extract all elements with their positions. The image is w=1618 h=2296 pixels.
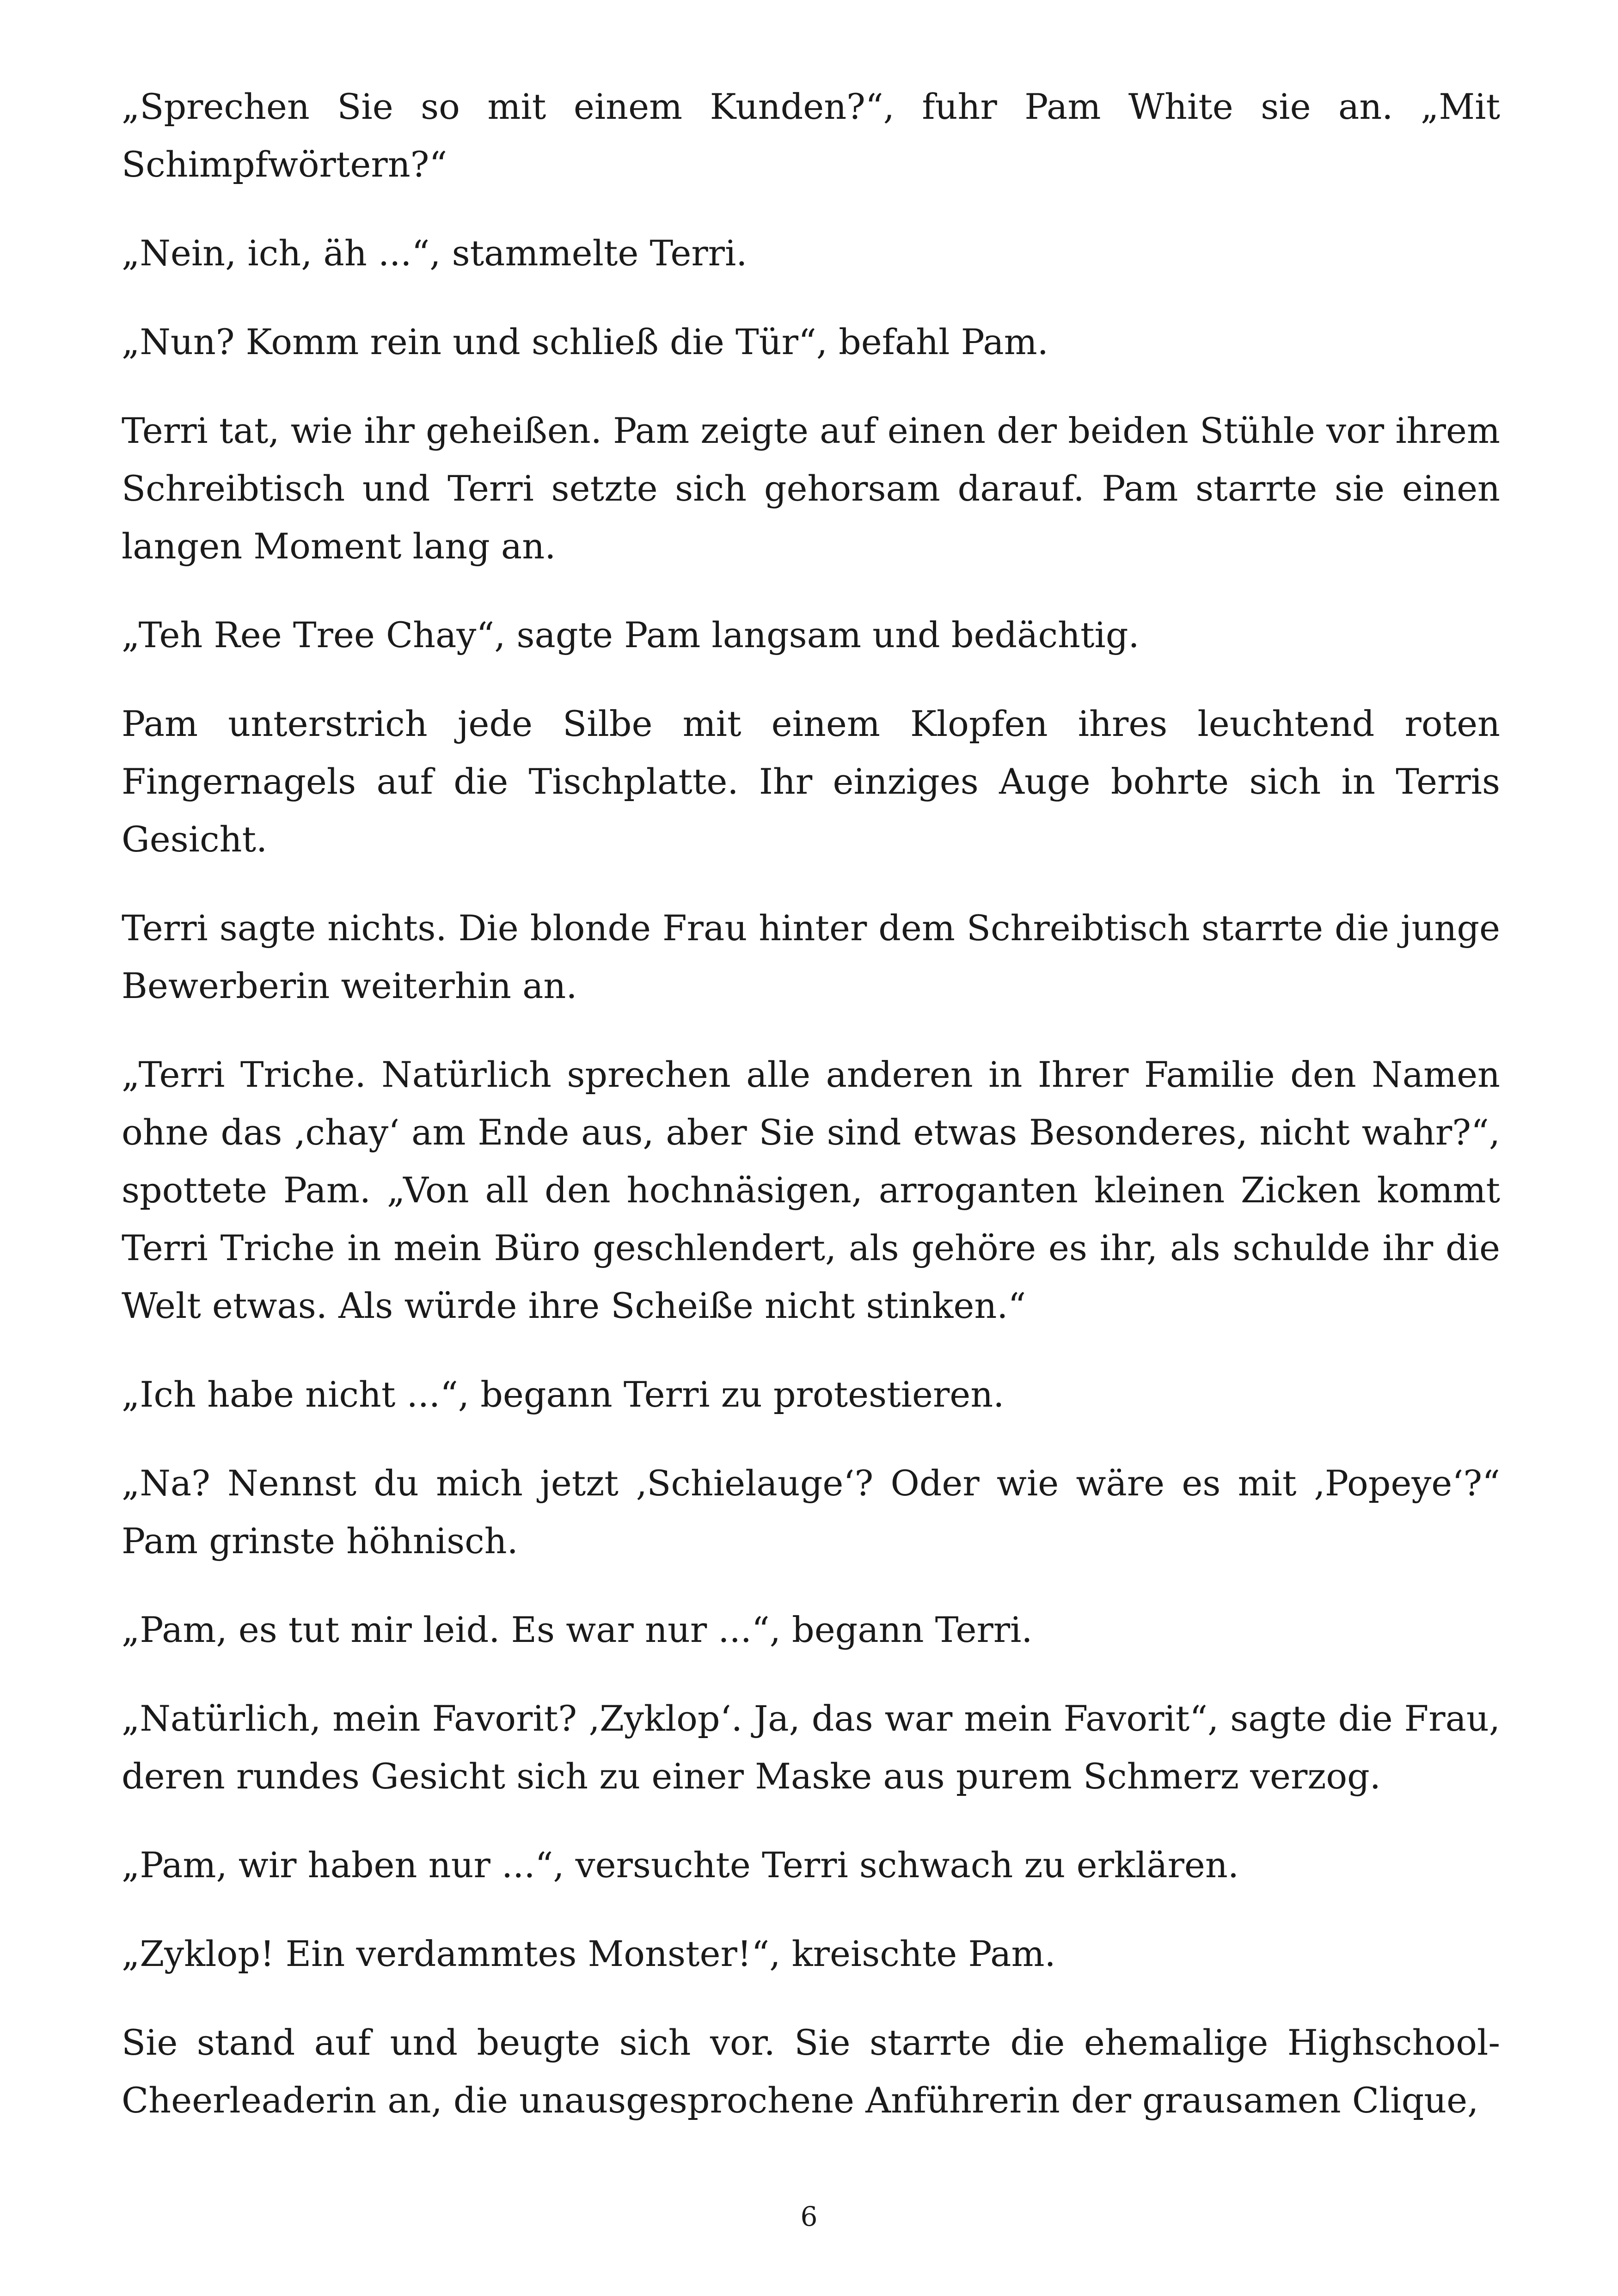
paragraph: „Sprechen Sie so mit einem Kunden?“, fuhr Pam White sie an. „Mit Schimpfwörtern?“	[122, 86, 1500, 185]
paragraph: Pam unterstrich jede Silbe mit einem Klopfen ihres leuchtend roten Fingernagels auf die Tischplatte. Ihr einziges Auge bohrte sich in Terris Gesicht.	[122, 703, 1500, 860]
paragraph: „Natürlich, mein Favorit? ‚Zyklop‘. Ja, das war mein Favorit“, sagte die Frau, deren rundes Gesicht sich zu einer Maske aus purem Schmerz verzog.	[122, 1698, 1500, 1797]
paragraph: Terri sagte nichts. Die blonde Frau hinter dem Schreibtisch starrte die junge Bewerberin weiterhin an.	[122, 907, 1500, 1006]
page-number: 6	[800, 2201, 818, 2232]
paragraph: „Nein, ich, äh ...“, stammelte Terri.	[122, 233, 748, 274]
paragraph: „Zyklop! Ein verdammtes Monster!“, kreischte Pam.	[122, 1933, 1056, 1974]
paragraph: „Pam, es tut mir leid. Es war nur ...“, begann Terri.	[122, 1609, 1033, 1650]
paragraph: „Teh Ree Tree Chay“, sagte Pam langsam und bedächtig.	[122, 614, 1140, 655]
paragraph: „Terri Triche. Natürlich sprechen alle anderen in Ihrer Familie den Namen ohne das ‚chay‘ am Ende aus, aber Sie sind etwas Besonderes, nicht wahr?“, spottete Pam. „Von all den hochnäsigen, arroganten kleinen Zicken kommt Terri Triche in mein Büro geschlendert, als gehöre es ihr, als schulde ihr die Welt etwas. Als würde ihre Scheiße nicht stinken.“	[122, 1054, 1500, 1326]
paragraph: „Ich habe nicht ...“, begann Terri zu protestieren.	[122, 1374, 1005, 1415]
paragraph: „Nun? Komm rein und schließ die Tür“, befahl Pam.	[122, 321, 1048, 362]
page-body	[122, 78, 1500, 2160]
paragraph: „Pam, wir haben nur ...“, versuchte Terri schwach zu erklären.	[122, 1844, 1239, 1886]
paragraph: Sie stand auf und beugte sich vor. Sie starrte die ehemalige Highschool-Cheerleaderin an, die unausgesprochene Anführerin der grausamen Clique,	[122, 2022, 1500, 2121]
paragraph: Terri tat, wie ihr geheißen. Pam zeigte auf einen der beiden Stühle vor ihrem Schreibtisch und Terri setzte sich gehorsam darauf. Pam starrte sie einen langen Moment lang an.	[122, 410, 1500, 567]
paragraph: „Na? Nennst du mich jetzt ‚Schielauge‘? Oder wie wäre es mit ‚Popeye‘?“ Pam grinste höhnisch.	[122, 1463, 1500, 1561]
